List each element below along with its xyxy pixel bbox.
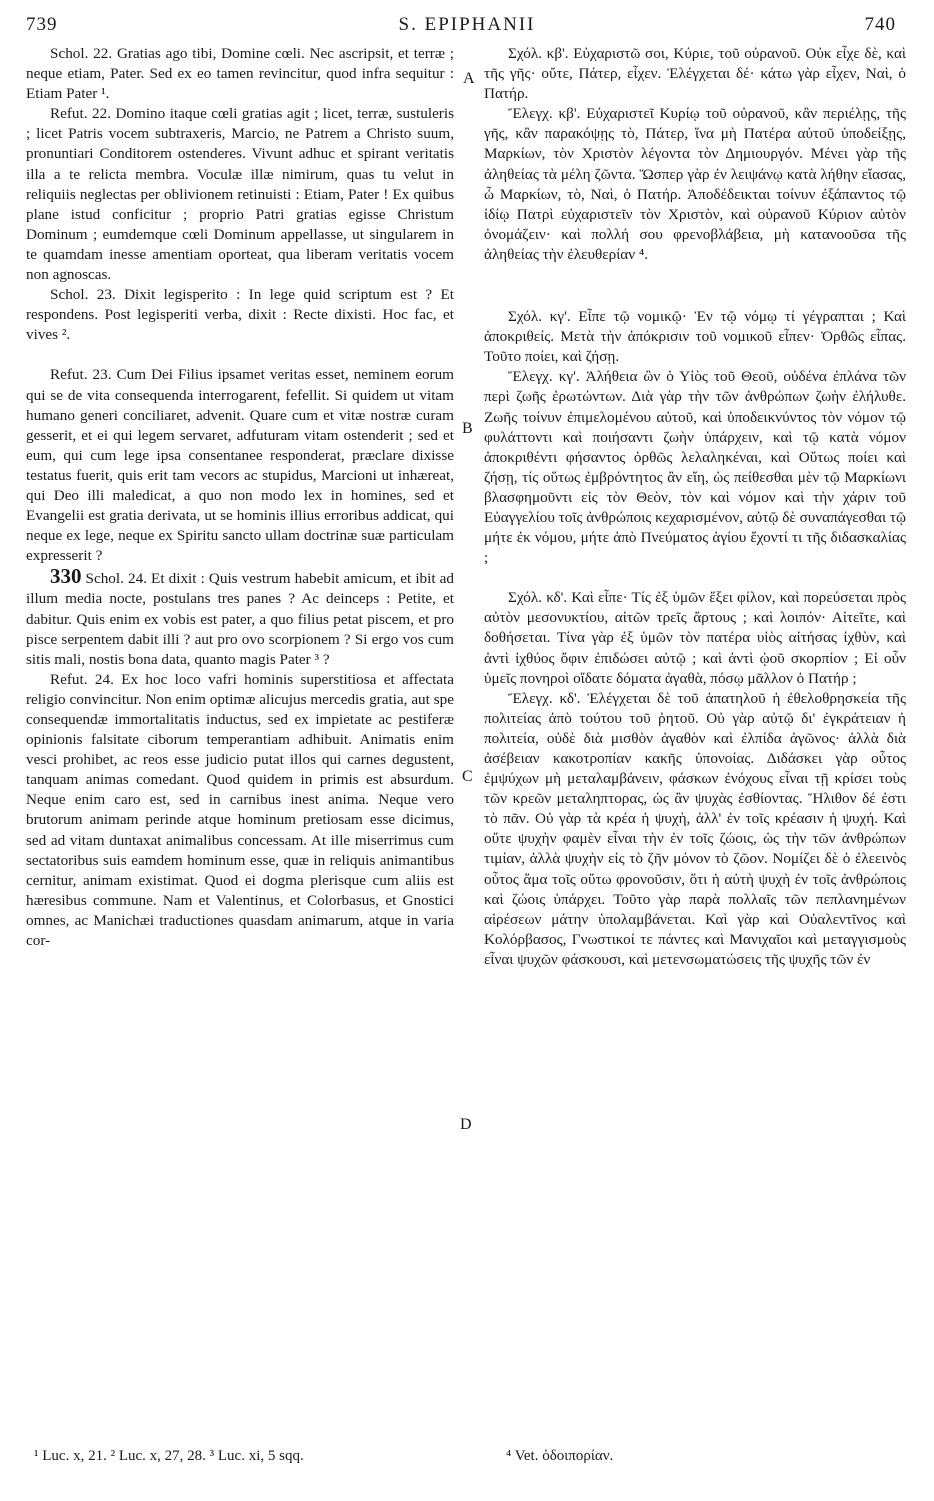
greek-column bbox=[484, 44, 906, 970]
refut-23-greek: Ἔλεγχ. κγ'. Ἀλήθεια ὢν ὁ Υἱὸς τοῦ Θεοῦ, οὐδένα ἐπλάνα τῶν περὶ ζωῆς ἐρωτώντων. Διὰ γὰρ τὴν τῶν ἀνθρώπων ζωὴν ἐλήλυθε. Ζωῆς τοίνυν ἐπιμελομένου αὐτοῦ, καὶ ὑποδεικνύντος τὸν νόμον τῷ φυλάττοντι καὶ ποιήσαντι ζωὴν ὑπάρχειν, καὶ τῷ κατὰ νόμον ἀποκριθέντι φήσαντος ὀρθῶς λελαληκέναι, καὶ Οὕτως ποίει καὶ ζήσῃ, τίς οὕτως ἐμβρόντητος ἂν εἴη, ὡς πείθεσθαι μὲν τῷ Μαρκίωνι βλασφημοῦντι εἰς τὸν Θεὸν, τὸν καὶ νόμον καὶ τὴν χάριν τοῦ Εὐαγγελίου τοῖς ἀνθρώποις κεχαρισμένον, αὐτῷ δὲ συναπάγεσθαι τῷ μήτε ἐκ νόμου, μήτε ἀπὸ Πνεύματος ἁγίου ἔχοντί τι τῆς διδασκαλίας ; bbox=[484, 368, 906, 567]
footnotes-left: ¹ Luc. x, 21. ² Luc. x, 27, 28. ³ Luc. xi, 5 sqq. bbox=[34, 1448, 304, 1464]
schol-24-latin bbox=[26, 566, 454, 669]
schol-22-greek: Σχόλ. κβ'. Εὐχαριστῶ σοι, Κύριε, τοῦ οὐρανοῦ. Οὐκ εἶχε δὲ, καὶ τῆς γῆς· οὔτε, Πάτερ, εἶχεν. Ἐλέγχεται δέ· κάτω γὰρ εἶχεν, Ναὶ, ὁ Πατήρ. bbox=[484, 45, 906, 103]
page-number-right: 740 bbox=[864, 14, 896, 35]
margin-marker-b: B bbox=[462, 420, 473, 437]
schol-23-latin: Schol. 23. Dixit legisperito : In lege quid scriptum est ? Et respondens. Post legisperiti verba, dixit : Recte dixisti. Hoc fac, et vives ². bbox=[26, 286, 454, 344]
margin-marker-c: C bbox=[462, 768, 473, 785]
refut-24-latin: Refut. 24. Ex hoc loco vafri hominis superstitiosa et affectata religio convincitur. Non enim optimæ alicujus mercedis gratia, aut spe consequendæ immortalitatis inductus, sed ex impietate ac pestiferæ opinionis falsitate ciborum temperantiam adhibuit. Animatis enim vesci prohibet, ac reos esse judicio putat illos qui carnes degustent, tanquam animas comedant. Quod quidem in primis est absurdum. Neque enim caro est, sed in carnibus inest anima. Neque vero brutorum animam perinde atque hominum pretiosam esse dicimus, sed ad vitam duntaxat animalibus concessam. At ille miserrimus cum sectatoribus suis eamdem hominum esse, quæ in reliquis animantibus cernitur, animam existimat. Quod ei dogma plerisque cum aliis est hæresibus commune. Nam et Valentinus, et Colorbasus, et Gnostici omnes, ac Manichæi traductiones quasdam animarum, atque in varia cor- bbox=[26, 670, 454, 950]
page-number-left: 739 bbox=[26, 14, 58, 35]
refut-22-latin: Refut. 22. Domino itaque cœli gratias agit ; licet, terræ, sustuleris ; licet Patris vocem subtraxeris, Marcio, ne Patrem a Christo suum, pronuntiari Conditorem ostenderes. Vivunt adhuc et spirant veritatis illa a te relicta membra. Voculæ illæ nimirum, quas tu velut in reliquiis neglectas per oblivionem retinuisti : Etiam, Pater ! Ex quibus plane istud conficitur ; proprio Patri gratias egisse Christum Dominum ; eumdemque cœli Dominum appellasse, ut singularem in te quamdam inesse amentiam oporteat, qua liberam veritatis vocem non agnoscas. bbox=[26, 105, 454, 284]
refut-24-greek: Ἔλεγχ. κδ'. Ἐλέγχεται δὲ τοῦ ἀπατηλοῦ ἡ ἐθελοθρησκεία τῆς πολιτείας ἀπὸ τούτου τοῦ ῥητοῦ. Οὐ γὰρ αὐτῷ δι' ἐγκράτειαν ἡ πολιτεία, οὐδὲ διὰ μισθὸν ἀγαθὸν καὶ ἐλπίδα ἀγῶνος· ἀλλὰ διὰ ἀσέβειαν κακοτροπίαν κακῆς ὑπονοίας. Διδάσκει γὰρ οὗτος ἐμψύχων μὴ μεταλαμβάνειν, φάσκων ἐνόχους εἶναι τῇ κρίσει τοὺς τῶν κρεῶν μεταληπτορας, ὡς ἂν ψυχὰς ἐσθίοντας. Ἤλιθον δέ ἐστι τὸ πᾶν. Οὐ γὰρ τὰ κρέα ἡ ψυχὴ, ἀλλ' ἐν τοῖς κρέασιν ἡ ψυχή. Καὶ οὔτε ψυχὴν φαμὲν εἶναι τὴν ἐν τοῖς ζώοις, ὡς τὴν τῶν ἀνθρώπων τιμίαν, ἀλλὰ ψυχὴν εἰς τὸ ζῆν μόνον τὸ ζῶον. Νομίζει δὲ ὁ ἐλεεινὸς οὗτος ἅμα τοῖς οὕτω φρονοῦσιν, ὅτι ἡ αὐτὴ ψυχὴ ἐν τοῖς ἀνθρώποις καὶ ζώοις ὑπάρχει. Τοῦτο γὰρ παρὰ πολλαῖς τῶν πεπλανημένων αἱρέσεων μάτην ὑπολαμβάνεται. Καὶ γὰρ καὶ Οὐαλεντῖνος καὶ Κολόρβασος, Γνωστικοί τε πάντες καὶ Μανιχαῖοι καὶ μεταγγισμοὺς εἶναι ψυχῶν φάσκουσι, καὶ μετενσωματώσεις τῆς ψυχῆς τῶν ἐν bbox=[484, 689, 906, 968]
latin-column bbox=[26, 44, 454, 951]
refut-23-latin: Refut. 23. Cum Dei Filius ipsamet veritas esset, neminem eorum qui se de vita consequenda interrogarent, fefellit. Si quidem ut vitam humano generi conciliaret, advenit. Quare cum et vitæ nostræ curam gesserit, et ei qui legem servaret, adfuturam vitam ostenderit ; sed et eum, qui cum lege ipsa consentanee responderat, præclare dixisse testatus fuerit, quis erit tam vecors ac stupidus, Marcioni ut inhæreat, qui Deo illi maledicat, a quo non modo lex in homines, sed et Evangelii est gratia derivata, ut se hominis illius erroribus addicat, qui neque ex lege, neque ex Spiritu sancto ullam doctrinæ suæ particulam expresserit ? bbox=[26, 366, 454, 565]
margin-marker-d: D bbox=[460, 1116, 472, 1133]
refut-22-greek: Ἔλεγχ. κβ'. Εὐχαριστεῖ Κυρίῳ τοῦ οὐρανοῦ, κἂν περιέλῃς, τῆς γῆς, κἂν παρακόψῃς τὸ, Πάτερ, ἵνα μὴ Πατέρα αὐτοῦ ὑποδείξῃς, Μαρκίων, τὸν Χριστὸν λέγοντα τὸν Δημιουργόν. Μένει γὰρ τῆς ἀληθείας τὰ μέλη ζῶντα. Ὥσπερ γὰρ ἐν λειψάνῳ κατὰ λήθην εἴασας, ὦ Μαρκίων, τὸ, Ναὶ, ὁ Πατήρ. Ἀποδέδεικται τοίνυν ἐξάπαντος τῷ ἰδίῳ Πατρὶ εὐχαριστεῖν τὸν Χριστὸν, καὶ οὐρανοῦ Κύριον αὐτὸν ὀνομάζειν· καὶ πολλή σου φρενοβλάβεια, μὴ κατανοοῦσα τῆς ἀληθείας τὴν ἐλευθερίαν ⁴. bbox=[484, 105, 906, 263]
schol-23-greek: Σχόλ. κγ'. Εἶπε τῷ νομικῷ· Ἐν τῷ νόμῳ τί γέγραπται ; Καὶ ἀποκριθείς. Μετὰ τὴν ἀπόκρισιν τοῦ νομικοῦ εἶπεν· Ὀρθῶς εἶπας. Τοῦτο ποίει, καὶ ζήσῃ. bbox=[484, 308, 906, 366]
schol-24-greek: Σχόλ. κδ'. Καὶ εἶπε· Τίς ἐξ ὑμῶν ἕξει φίλον, καὶ πορεύσεται πρὸς αὐτὸν μεσονυκτίου, αἰτῶν τρεῖς ἄρτους ; καὶ λοιπόν· Αἰτεῖτε, καὶ δοθήσεται. Τίνα γὰρ ἐξ ὑμῶν τὸν πατέρα υἱὸς αἰτήσας ἰχθὺν, καὶ ἀντὶ ἰχθύος ὄφιν ἐπιδώσει αὐτῷ ; καὶ ἀντὶ ᾠοῦ σκορπίον ; Εἰ οὖν ὑμεῖς πονηροὶ οἴδατε δόματα ἀγαθὰ, πόσῳ μᾶλλον ὁ Πατήρ ; bbox=[484, 589, 906, 687]
footnotes-right: ⁴ Vet. ὁδοιπορίαν. bbox=[506, 1448, 614, 1464]
schol-24-latin-text: Schol. 24. Et dixit : Quis vestrum habebit amicum, et ibit ad illum media nocte, postulans tres panes ? Ac deinceps : Petite, et dabitur. Quis enim ex vobis est pater, a quo filius petat piscem, et pro pisce serpentem dabit illi ? aut pro ovo scorpionem ? Si ergo vos cum sitis mali, nostis bona data, quanto magis Pater ³ ? bbox=[26, 570, 454, 668]
running-title: S. EPIPHANII bbox=[398, 14, 536, 35]
margin-marker-a: A bbox=[463, 70, 475, 87]
schol-22-latin: Schol. 22. Gratias ago tibi, Domine cœli. Nec ascripsit, et terræ ; neque etiam, Pater. Sed ex eo tamen revincitur, quod infra sequitur : Etiam Pater ¹. bbox=[26, 45, 454, 103]
section-number: 330 bbox=[50, 564, 82, 589]
